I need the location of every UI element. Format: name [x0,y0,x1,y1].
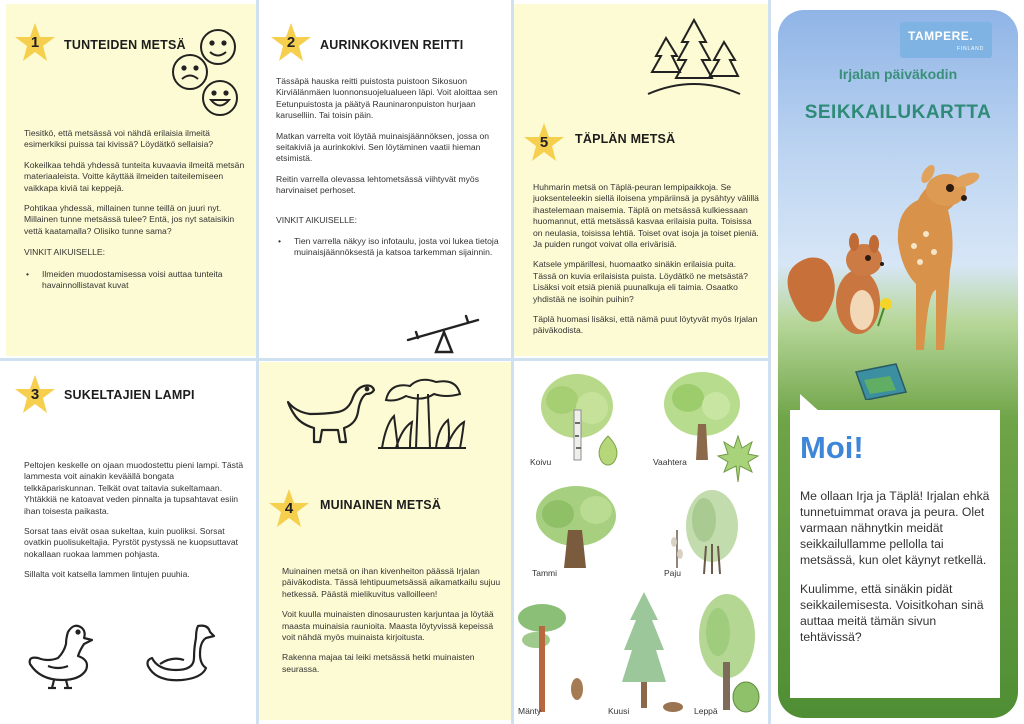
swan-icon [142,620,216,686]
section-title: MUINAINEN METSÄ [320,498,442,512]
number-star-4 [268,488,310,530]
spruce-cone-illustration [662,700,684,714]
number-label: 1 [30,34,40,51]
section-body [24,128,246,291]
greeting: Moi! [800,430,864,465]
number-label: 4 [284,500,294,517]
willow-catkin-illustration [668,528,686,570]
tree-label-leppa: Leppä [694,706,718,716]
number-star-5 [523,122,565,164]
pine-tree-illustration [516,600,568,714]
paragraph: Me ollaan Irja ja Täplä! Irjalan ehkä tunnetuimmat orava ja peura. Olet varmaan nähnytkin meidät seikkailullamme pellolla tai metsässä, kun olet käynyt retkellä. [800,489,990,567]
faces-icon [168,26,244,120]
divider [511,0,514,724]
paragraph: Muinainen metsä on ihan kivenheiton päässä Irjalan päiväkodista. Tässä lehtipuumetsässä aikamatkailu sujuu hetkessä. Päästä mielikuvitus valloilleen! [282,566,501,599]
tips-heading: VINKIT AIKUISELLE: [276,214,358,225]
paragraph: Rakenna majaa tai leiki metsässä hetki muinaisten seurassa. [282,652,475,674]
cover-panel [778,10,1018,718]
tips-heading: VINKIT AIKUISELLE: [24,247,106,258]
section-title: SUKELTAJIEN LAMPI [64,388,195,402]
number-label: 5 [539,134,549,151]
tips-list [276,236,504,259]
alder-leaf-illustration [730,680,762,714]
divider [0,358,770,361]
paragraph: Kuulimme, että sinäkin pidät seikkailemisesta. Voisitkohan sinä auttaa meitä tämän sivun tehtävissä? [800,582,984,644]
number-label: 3 [30,386,40,403]
seesaw-icon [404,310,484,354]
spruce-tree-illustration [620,590,668,712]
cover-subtitle: Irjalan päiväkodin [838,66,958,82]
paragraph: Voit kuulla muinaisten dinosaurusten karjuntaa ja löytää maasta muinaisia raunioita. Maasta löytyvissä kepeissä voit nähdä myös muinaista kirjoitusta. [282,609,494,643]
maple-leaf-illustration [716,434,760,484]
tree-label-koivu: Koivu [530,457,552,467]
paragraph: Sillalta voit katsella lammen lintujen puuhia. [24,569,190,580]
speech-bubble-text [800,488,996,658]
section-title: TÄPLÄN METSÄ [575,132,676,146]
section-body [276,76,504,259]
tree-label-paju: Paju [664,568,682,578]
paragraph: Kokeilkaa tehdä yhdessä tunteita kuvaavia ilmeitä metsän materiaaleista. Voitte käyttää ilmeiden taiteilemiseen vaikkapa kiviä tai keppejä. [24,159,245,193]
jungle-icon [376,372,468,450]
paragraph: Katsele ympärillesi, huomaatko sinäkin erilaisia puita. Tässä on kuvia erilaisista puista. Löydätkö ne metsästä? Lisäksi voit etsiä pieniä puunalkuja eli taimia. Osaatko yhdistää ne isoihin puihin? [533,259,748,304]
section-body [282,566,504,684]
logo-subtext: FINLAND [957,46,984,52]
number-star-1 [14,22,56,64]
logo-text: TAMPERE. [908,29,974,43]
section-title: TUNTEIDEN METSÄ [64,38,186,52]
divider [768,0,771,724]
paragraph: Täplä huomasi lisäksi, että nämä puut löytyvät myös Irjalan päiväkodista. [533,314,758,336]
section-body [24,460,246,590]
paragraph: Huhmarin metsä on Täplä-peuran lempipaikkoja. Se juoksenteleekin siellä iloisena ympäriinsä ja pysähtyy välillä ihastelemaan maisemia. Täplä on metsässä kulkiessaan huomannut, että metsässä kasvaa erilaisia puita. Toisissa on neulasia, toisissa lehtiä. Toiset ovat isoja ja toiset pieniä. Ja puiden rungot voivat olla erivärisiä. [533,182,759,250]
speech-bubble [790,410,1000,698]
tree-label-tammi: Tammi [532,568,558,578]
paragraph: Pohtikaa yhdessä, millainen tunne teillä on juuri nyt. Millainen tunne metsässä tulee? Entä, jos nyt sataisikin vettä kaatamalla? Olisiko tunne sama? [24,203,235,236]
pine-cone-illustration [570,676,584,702]
paragraph: Sorsat taas eivät osaa sukeltaa, kuin puoliksi. Sorsat ovatkin puolisukeltajia. Pyrstöt pystyssä ne kuopsuttavat nokallaan ruokaa lammen pohjasta. [24,526,239,559]
tampere-logo [900,22,992,58]
dinosaur-icon [286,378,378,448]
tree-label-vaahtera: Vaahtera [653,457,687,467]
paragraph: Tiesitkö, että metsässä voi nähdä erilaisia ilmeitä esimerkiksi puissa tai kivissä? Löydätkö sellaisia? [24,128,214,150]
divider [256,0,259,724]
number-label: 2 [286,34,296,51]
number-star-3 [14,374,56,416]
list-item: • Ilmeiden muodostamisessa voisi auttaa tunteita havainnollistavat kuvat [24,269,246,292]
tree-label-manty: Mänty [518,706,542,716]
section-body [533,182,761,346]
list-item: • Tien varrella näkyy iso infotaulu, josta voi lukea tietoja muinaisjäännöksestä ja katsoa tarkemman sijainnin. [276,236,504,259]
duck-icon [24,620,96,690]
paragraph: Tässäpä hauska reitti puistosta puistoon Sikosuon Kirviälänmäen luonnonsuojelualueen läpi. Voit aloittaa sen Eetunpuistosta ja päätyä Rauninaronpuiston hurjaan karuselliin. Tai toisin päin. [276,76,498,121]
paragraph: Matkan varrelta voit löytää muinaisjäännöksen, jossa on seitakiviä ja aurinkokivi. Sen löytäminen vaatii hieman etsimistä. [276,130,490,164]
squirrel-and-deer-illustration [778,150,1018,400]
paragraph: Reitin varrella olevassa lehtometsässä viihtyvät myös harvinaiset perhoset. [276,173,479,196]
paragraph: Peltojen keskelle on ojaan muodostettu pieni lampi. Tästä lammesta voit ainakin keväällä bongata telkkäpariskunnan. Telkät ovat taitavia sukeltamaan. Yhtäkkiä ne katoavat veden pinnalta ja tupsahtavat esiin ihan toisesta paikasta. [24,460,244,516]
birch-leaf-illustration [594,434,622,468]
tips-list [24,269,246,292]
tree-label-kuusi: Kuusi [608,706,630,716]
oak-tree-illustration [534,484,618,570]
forest-icon [644,16,744,96]
willow-tree-illustration [676,486,746,576]
cover-title: SEIKKAILUKARTTA [804,102,992,123]
section-title: AURINKOKIVEN REITTI [320,38,464,52]
number-star-2 [270,22,312,64]
